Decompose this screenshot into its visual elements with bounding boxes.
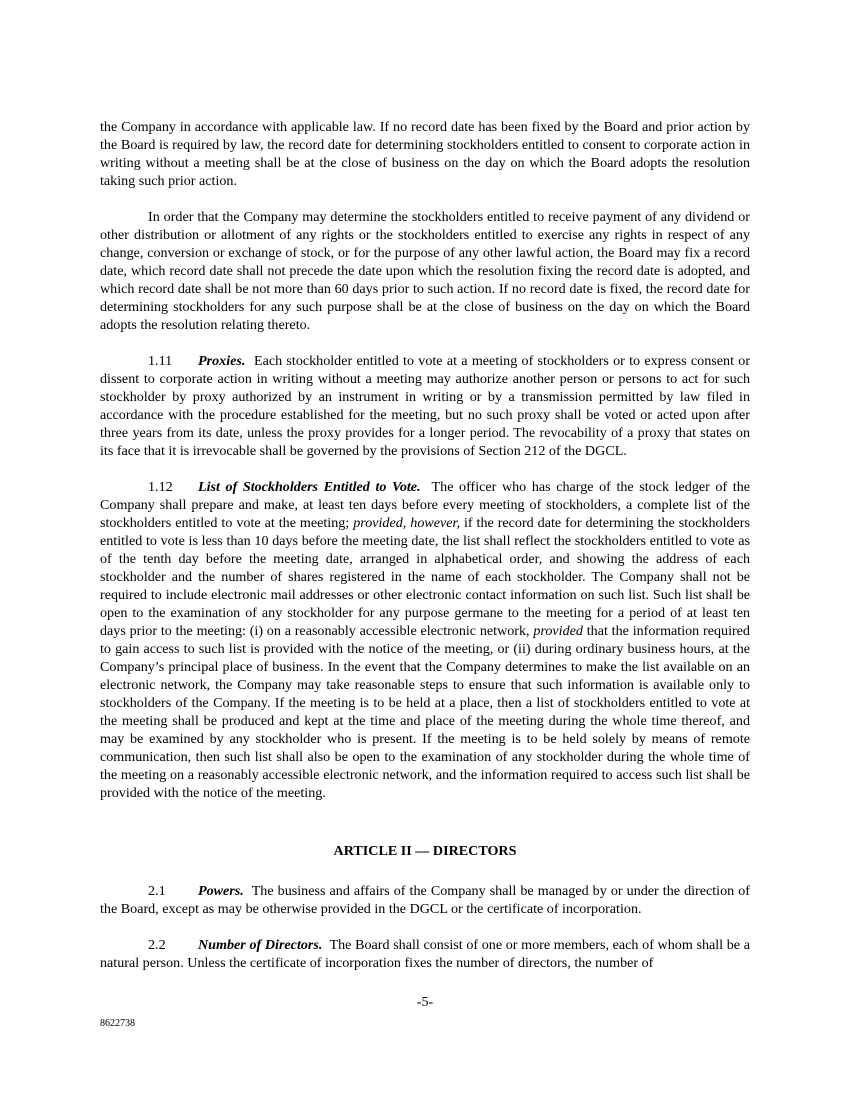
section-number: 2.2 xyxy=(148,937,166,953)
section-text: Each stockholder entitled to vote at a meeting of stockholders or to express consent or dissent to corporate action in writing without a meeting may authorize another person or persons to act for such stockholder by proxy authorized by an instrument in writing or by a transmission permitted by law filed in accordance with the procedure established for the meeting, but no such proxy shall be voted or acted upon after three years from its date, unless the proxy provides for a longer period. The revocability of a proxy that states on its face that it is irrevocable shall be governed by the provisions of Section 212 of the DGCL. xyxy=(100,353,751,459)
section-text: that the information required to gain access to such list is provided with the notice of the meeting, or (ii) during ordinary business hours, at the Company’s principal place of business. In the event that the Company determines to make the list available on an electronic network, the Company may take reasonable steps to ensure that such information is available only to stockholders of the Company. If the meeting is to be held at a place, then a list of stockholders entitled to vote at the meeting shall be produced and kept at the time and place of the meeting during the whole time thereof, and may be examined by any stockholder who is present. If the meeting is to be held solely by means of remote communication, then such list shall also be open to the examination of any stockholder during the whole time of the meeting on a reasonably accessible electronic network, and the information required to access such list shall be provided with the notice of the meeting. xyxy=(100,623,750,801)
article-heading: ARTICLE II — DIRECTORS xyxy=(333,843,517,859)
section-number: 1.12 xyxy=(148,479,173,495)
section-number: 2.1 xyxy=(148,883,166,899)
paragraph-text: the Company in accordance with applicable law. If no record date has been fixed by the Board and prior action by the Board is required by law, the record date for determining stockholders entitled to consent to corporate action in writing without a meeting shall be at the close of business on the day on which the Board adopts the resolution taking such prior action. xyxy=(100,119,750,189)
section-1-11 xyxy=(100,352,750,460)
section-title: Number of Directors. xyxy=(198,937,323,953)
italic-term: provided xyxy=(533,623,583,639)
section-text: if the record date for determining the stockholders entitled to vote is less than 10 days before the meeting date, the list shall reflect the stockholders entitled to vote as of the tenth day before the meeting date, arranged in alphabetical order, and showing the address of each stockholder and the number of shares registered in the name of each stockholder. The Company shall not be required to include electronic mail addresses or other electronic contact information on such list. Such list shall be open to the examination of any stockholder for any purpose germane to the meeting for a period of at least ten days prior to the meeting: (i) on a reasonably accessible electronic network, xyxy=(100,515,750,639)
section-title: Powers. xyxy=(198,883,244,899)
paragraph-record-date-consent xyxy=(100,118,750,190)
section-2-1 xyxy=(100,882,750,918)
section-title: Proxies. xyxy=(198,353,246,369)
section-text: The Board shall consist of one or more members, each of whom shall be a natural person. Unless the certificate of incorporation fixes the number of directors, the number of xyxy=(100,937,750,971)
italic-term: provided, however, xyxy=(353,515,460,531)
document-id: 8622738 xyxy=(100,1018,135,1029)
paragraph-record-date-dividends xyxy=(100,208,750,334)
document-body xyxy=(100,118,750,990)
section-text: The business and affairs of the Company shall be managed by or under the direction of the Board, except as may be otherwise provided in the DGCL or the certificate of incorporation. xyxy=(100,883,750,917)
page-number: -5- xyxy=(416,994,434,1010)
section-number: 1.11 xyxy=(148,353,173,369)
section-title: List of Stockholders Entitled to Vote. xyxy=(198,479,421,495)
paragraph-text: In order that the Company may determine the stockholders entitled to receive payment of any dividend or other distribution or allotment of any rights or the stockholders entitled to exercise any rights in respect of any change, conversion or exchange of stock, or for the purpose of any other lawful action, the Board may fix a record date, which record date shall not precede the date upon which the resolution fixing the record date is adopted, and which record date shall be not more than 60 days prior to such action. If no record date is fixed, the record date for determining stockholders for any such purpose shall be at the close of business on the day on which the Board adopts the resolution relating thereto. xyxy=(100,209,750,333)
section-1-12 xyxy=(100,478,750,802)
section-text: The officer who has charge of the stock ledger of the Company shall prepare and make, at least ten days before every meeting of stockholders, a complete list of the stockholders entitled to vote at the meeting; xyxy=(100,479,750,531)
section-2-2 xyxy=(100,936,750,972)
